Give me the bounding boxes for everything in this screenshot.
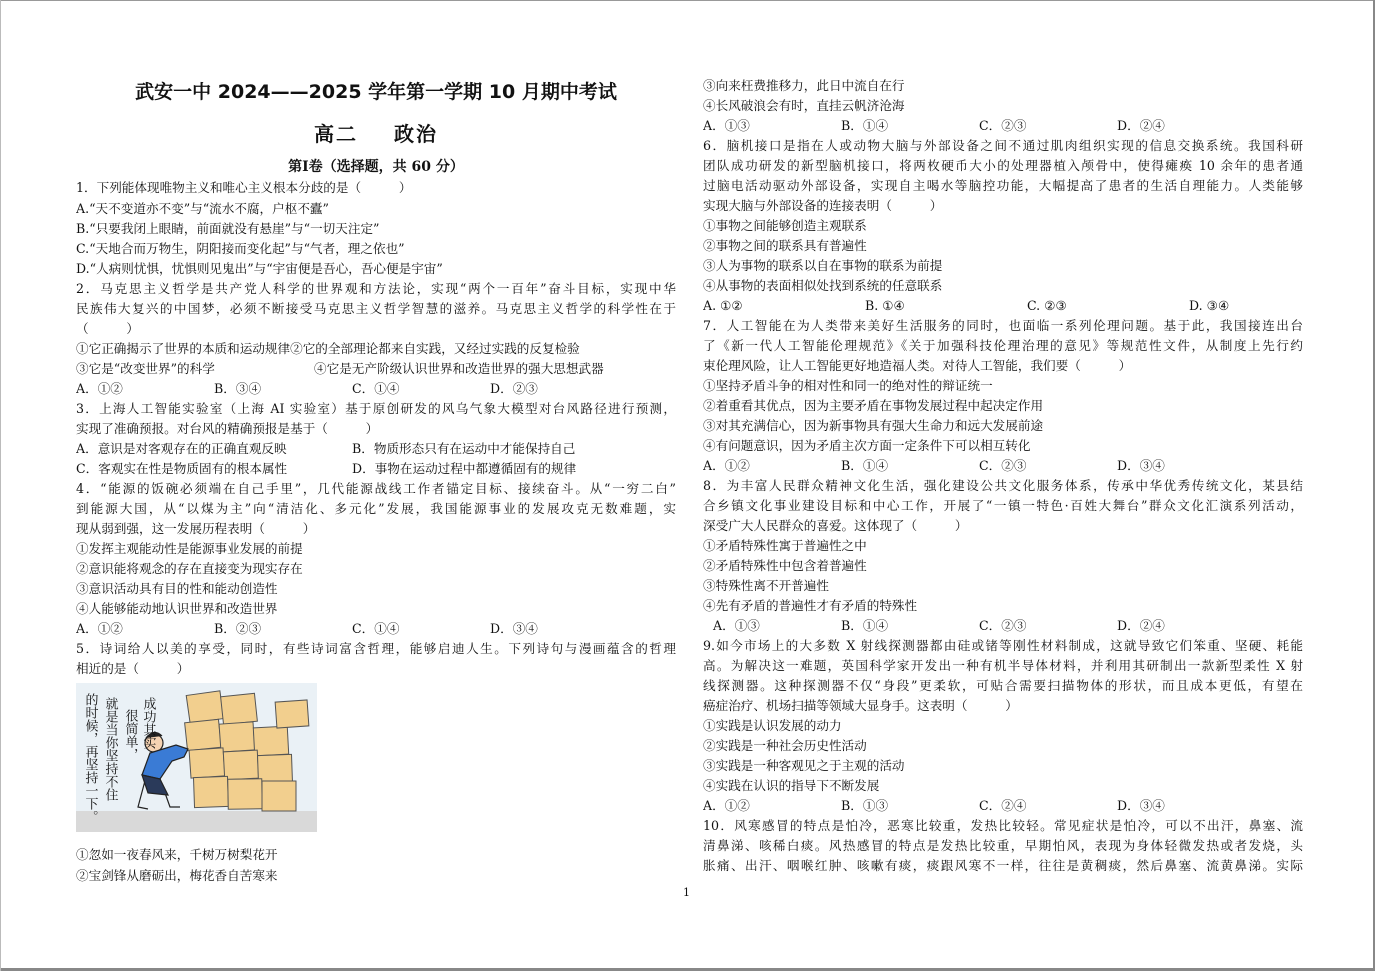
question-6-statement-2: ②事物之间的联系具有普遍性 [703,238,867,253]
question-7-stem-line-1: 7．人工智能在为人类带来美好生活服务的同时，也面临一系列伦理问题。基于此，我国接连出台 [703,318,1303,333]
question-1-option-c: C.“天地合而万物生，阴阳接而变化起”与“气者，理之依也” [76,241,405,256]
page-number: 1 [683,886,690,899]
question-4-option-b: B．②③ [214,621,262,636]
question-9-statement-1: ①实践是认识发展的动力 [703,718,842,733]
question-1-option-a: A.“天不变道亦不变”与“流水不腐，户枢不蠹” [76,201,329,216]
question-9-stem-line-1: 9.如今市场上的大多数 X 射线探测器都由硅或锗等刚性材料制成，这就导致它们笨重、坚硬、耗能 [703,638,1303,653]
cartoon-caption-2: 很简单， [122,709,138,761]
question-6-option-a: A. ①② [703,298,743,313]
question-8-stem-line-2: 合乡镇文化事业建设目标和中心工作，开展了“一镇一特色·百姓大舞台”群众文化汇演系列活动， [703,498,1303,513]
question-7-options [703,456,1303,476]
question-5-option-a: A．①③ [703,118,750,133]
question-6-option-c: C. ②③ [1027,298,1067,313]
question-9-option-b: B．①③ [841,798,889,813]
question-4-statement-4: ④人能够能动地认识世界和改造世界 [76,601,278,616]
cartoon-illustration [76,683,317,832]
question-2-statement-3: ③它是“改变世界”的科学 [76,361,215,376]
question-8-option-b: B．①④ [841,618,889,633]
cartoon-caption-1: 成功其实 [140,697,156,749]
question-2-stem-line-3: （ ） [76,321,139,336]
question-3-option-c: C．客观实在性是物质固有的根本属性 [76,461,288,476]
question-4-stem-line-2: 到能源大国，从“以煤为主”向“清洁化、多元化”发展，我国能源事业的发展攻克无数难题，实 [76,501,676,516]
question-2-option-a: A．①② [76,381,123,396]
question-7-statement-4: ④有问题意识，因为矛盾主次方面一定条件下可以相互转化 [703,438,1031,453]
question-4-statement-1: ①发挥主观能动性是能源事业发展的前提 [76,541,303,556]
question-9-stem-line-3: 线探测器。这种探测器不仅“身段”更柔软，可贴合需要扫描物体的形状，而且成本更低，有望在 [703,678,1303,693]
question-9-stem-line-2: 高。为解决这一难题，英国科学家开发出一种有机半导体材料，并利用其研制出一款新型柔性 X 射 [703,658,1303,673]
question-5-option-d: D．②④ [1117,118,1165,133]
question-3-stem-line-2: 实现了准确预报。对台风的精确预报是基于（ ） [76,421,379,436]
question-9-statement-2: ②实践是一种社会历史性活动 [703,738,867,753]
question-6-options [703,296,1303,316]
question-4-option-a: A．①② [76,621,123,636]
question-2-options [76,379,676,399]
subject-label: 政治 [394,122,438,146]
question-6-option-d: D. ③④ [1189,298,1230,313]
question-7-statement-1: ①坚持矛盾斗争的相对性和同一的绝对性的辩证统一 [703,378,993,393]
question-6-stem-line-1: 6．脑机接口是指在人或动物大脑与外部设备之间不通过肌肉组织实现的信息交换系统。我国科研 [703,138,1303,153]
question-10-stem-line-3: 胀痛、出汗、咽喉红肿、咳嗽有痰，痰跟风寒不一样，往往是黄稠痰，然后鼻塞、流黄鼻涕。实际 [703,858,1303,873]
question-8-stem-line-1: 8．为丰富人民群众精神文化生活，强化建设公共文化服务体系，传承中华优秀传统文化，某县结 [703,478,1303,493]
question-8-option-c: C．②③ [979,618,1027,633]
question-6-stem-line-4: 实现大脑与外部设备的连接表明（ ） [703,198,943,213]
exam-subtitle [76,120,676,148]
question-3-option-b: B．物质形态只有在运动中才能保持自己 [352,441,576,456]
question-2-option-c: C．①④ [352,381,400,396]
question-5-statement-4: ④长风破浪会有时，直挂云帆济沧海 [703,98,905,113]
question-10-stem-line-2: 清鼻涕、咳稀白痰。风热感冒的特点是发热比较重，早期怕风，表现为身体轻微发热或者发烧，头 [703,838,1303,853]
question-1-stem: 1．下列能体现唯物主义和唯心主义根本分歧的是（ ） [76,180,412,195]
exam-title: 武安一中 2024——2025 学年第一学期 10 月期中考试 [135,81,617,103]
question-8-option-d: D．②④ [1117,618,1165,633]
question-6-statement-4: ④从事物的表面相似处找到系统的任意联系 [703,278,943,293]
question-3-option-a: A．意识是对客观存在的正确直观反映 [76,441,287,456]
question-2-stem-line-1: 2．马克思主义哲学是共产党人科学的世界观和方法论，实现“两个一百年”奋斗目标，实现中华 [76,281,676,296]
question-8-statement-3: ③特殊性离不开普遍性 [703,578,829,593]
question-10-stem-line-1: 10．风寒感冒的特点是怕冷，恶寒比较重，发热比较轻。常见症状是怕冷，可以不出汗，鼻塞、流 [703,818,1303,833]
question-5-statement-3: ③向来枉费推移力，此日中流自在行 [703,78,905,93]
question-7-statement-3: ③对其充满信心，因为新事物具有强大生命力和远大发展前途 [703,418,1044,433]
question-7-option-c: C．②③ [979,458,1027,473]
question-7-stem-line-2: 了《新一代人工智能伦理规范》《关于加强科技伦理治理的意见》等规范性文件，从制度上先行约 [703,338,1303,353]
question-2-statement-4: ④它是无产阶级认识世界和改造世界的强大思想武器 [314,361,604,376]
question-7-option-b: B．①④ [841,458,889,473]
question-9-statement-4: ④实践在认识的指导下不断发展 [703,778,880,793]
question-4-stem-line-1: 4．“能源的饭碗必须端在自己手里”，几代能源战线工作者锚定目标、接续奋斗。从“一穷二白” [76,481,676,496]
page-border-top [0,0,1375,1]
cartoon-caption-4: 的时候，再坚持一下。 [82,693,98,823]
question-4-stem-line-3: 现从弱到强，这一发展历程表明（ ） [76,521,316,536]
question-5-statement-1: ①忽如一夜春风来，千树万树梨花开 [76,847,278,862]
question-9-stem-line-4: 癌症治疗、机场扫描等领域大显身手。这表明（ ） [703,698,1018,713]
question-3-options-cd [76,459,676,479]
question-3-option-d: D．事物在运动过程中都遵循固有的规律 [352,461,577,476]
question-9-options [703,796,1303,816]
question-5-option-b: B．①④ [841,118,889,133]
question-2-statement-3-4 [76,359,676,379]
question-3-options-ab [76,439,676,459]
question-2-statement-1-2: ①它正确揭示了世界的本质和运动规律②它的全部理论都来自实践，又经过实践的反复检验 [76,341,580,356]
question-2-option-d: D．②③ [490,381,538,396]
question-4-option-d: D．③④ [490,621,538,636]
question-6-stem-line-2: 团队成功研发的新型脑机接口，将两枚硬币大小的处理器植入颅骨中，使得瘫痪 10 余年的患者通 [703,158,1303,173]
question-5-statement-2: ②宝剑锋从磨砺出，梅花香自苦寒来 [76,868,278,883]
question-2-option-b: B．③④ [214,381,262,396]
question-8-statement-4: ④先有矛盾的普遍性才有矛盾的特殊性 [703,598,918,613]
question-4-option-c: C．①④ [352,621,400,636]
grade-label: 高二 [314,122,358,146]
question-2-stem-line-2: 民族伟大复兴的中国梦，必须不断接受马克思主义哲学智慧的滋养。马克思主义哲学的科学性在于 [76,301,676,316]
cartoon-caption-3: 就是当你坚持不住 [102,697,118,801]
question-7-statement-2: ②着重看其优点，因为主要矛盾在事物发展过程中起决定作用 [703,398,1044,413]
question-9-statement-3: ③实践是一种客观见之于主观的活动 [703,758,905,773]
question-7-option-d: D．③④ [1117,458,1165,473]
question-9-option-c: C．②④ [979,798,1027,813]
question-1-option-d: D.“人病则忧惧，忧惧则见鬼出”与“宇宙便是吾心，吾心便是宇宙” [76,261,443,276]
question-6-option-b: B. ①④ [865,298,905,313]
question-7-stem-line-3: 束伦理风险，让人工智能更好地造福人类。对待人工智能，我们要（ ） [703,358,1132,373]
question-9-option-a: A．①② [703,798,750,813]
question-6-statement-1: ①事物之间能够创造主观联系 [703,218,867,233]
question-4-statement-3: ③意识活动具有目的性和能动创造性 [76,581,278,596]
question-8-statement-2: ②矛盾特殊性中包含着普遍性 [703,558,867,573]
question-5-stem-line-1: 5．诗词给人以美的享受，同时，有些诗词富含哲理，能够启迪人生。下列诗句与漫画蕴含的哲理 [76,641,676,656]
question-4-statement-2: ②意识能将观念的存在直接变为现实存在 [76,561,303,576]
question-1-option-b: B.“只要我闭上眼睛，前面就没有悬崖”与“一切天注定” [76,221,380,236]
question-5-options [703,116,1303,136]
section-heading: 第Ⅰ卷（选择题，共 60 分） [288,159,464,175]
page-border-left [0,0,1,971]
question-6-statement-3: ③人为事物的联系以自在事物的联系为前提 [703,258,943,273]
question-9-option-d: D．③④ [1117,798,1165,813]
question-5-option-c: C．②③ [979,118,1027,133]
question-8-statement-1: ①矛盾特殊性寓于普遍性之中 [703,538,867,553]
question-7-option-a: A．①② [703,458,750,473]
question-3-stem-line-1: 3．上海人工智能实验室（上海 AI 实验室）基于原创研发的风乌气象大模型对台风路径进行预测， [76,401,676,416]
question-8-stem-line-3: 深受广大人民群众的喜爱。这体现了（ ） [703,518,968,533]
question-6-stem-line-3: 过脑电活动驱动外部设备，实现自主喝水等脑控功能，大幅提高了患者的生活自理能力。人类能够 [703,178,1303,193]
question-4-options [76,619,676,639]
question-8-options [703,616,1303,636]
cartoon-image [76,683,317,832]
question-8-option-a: A．①③ [713,618,760,633]
question-5-stem-line-2: 相近的是（ ） [76,661,190,676]
